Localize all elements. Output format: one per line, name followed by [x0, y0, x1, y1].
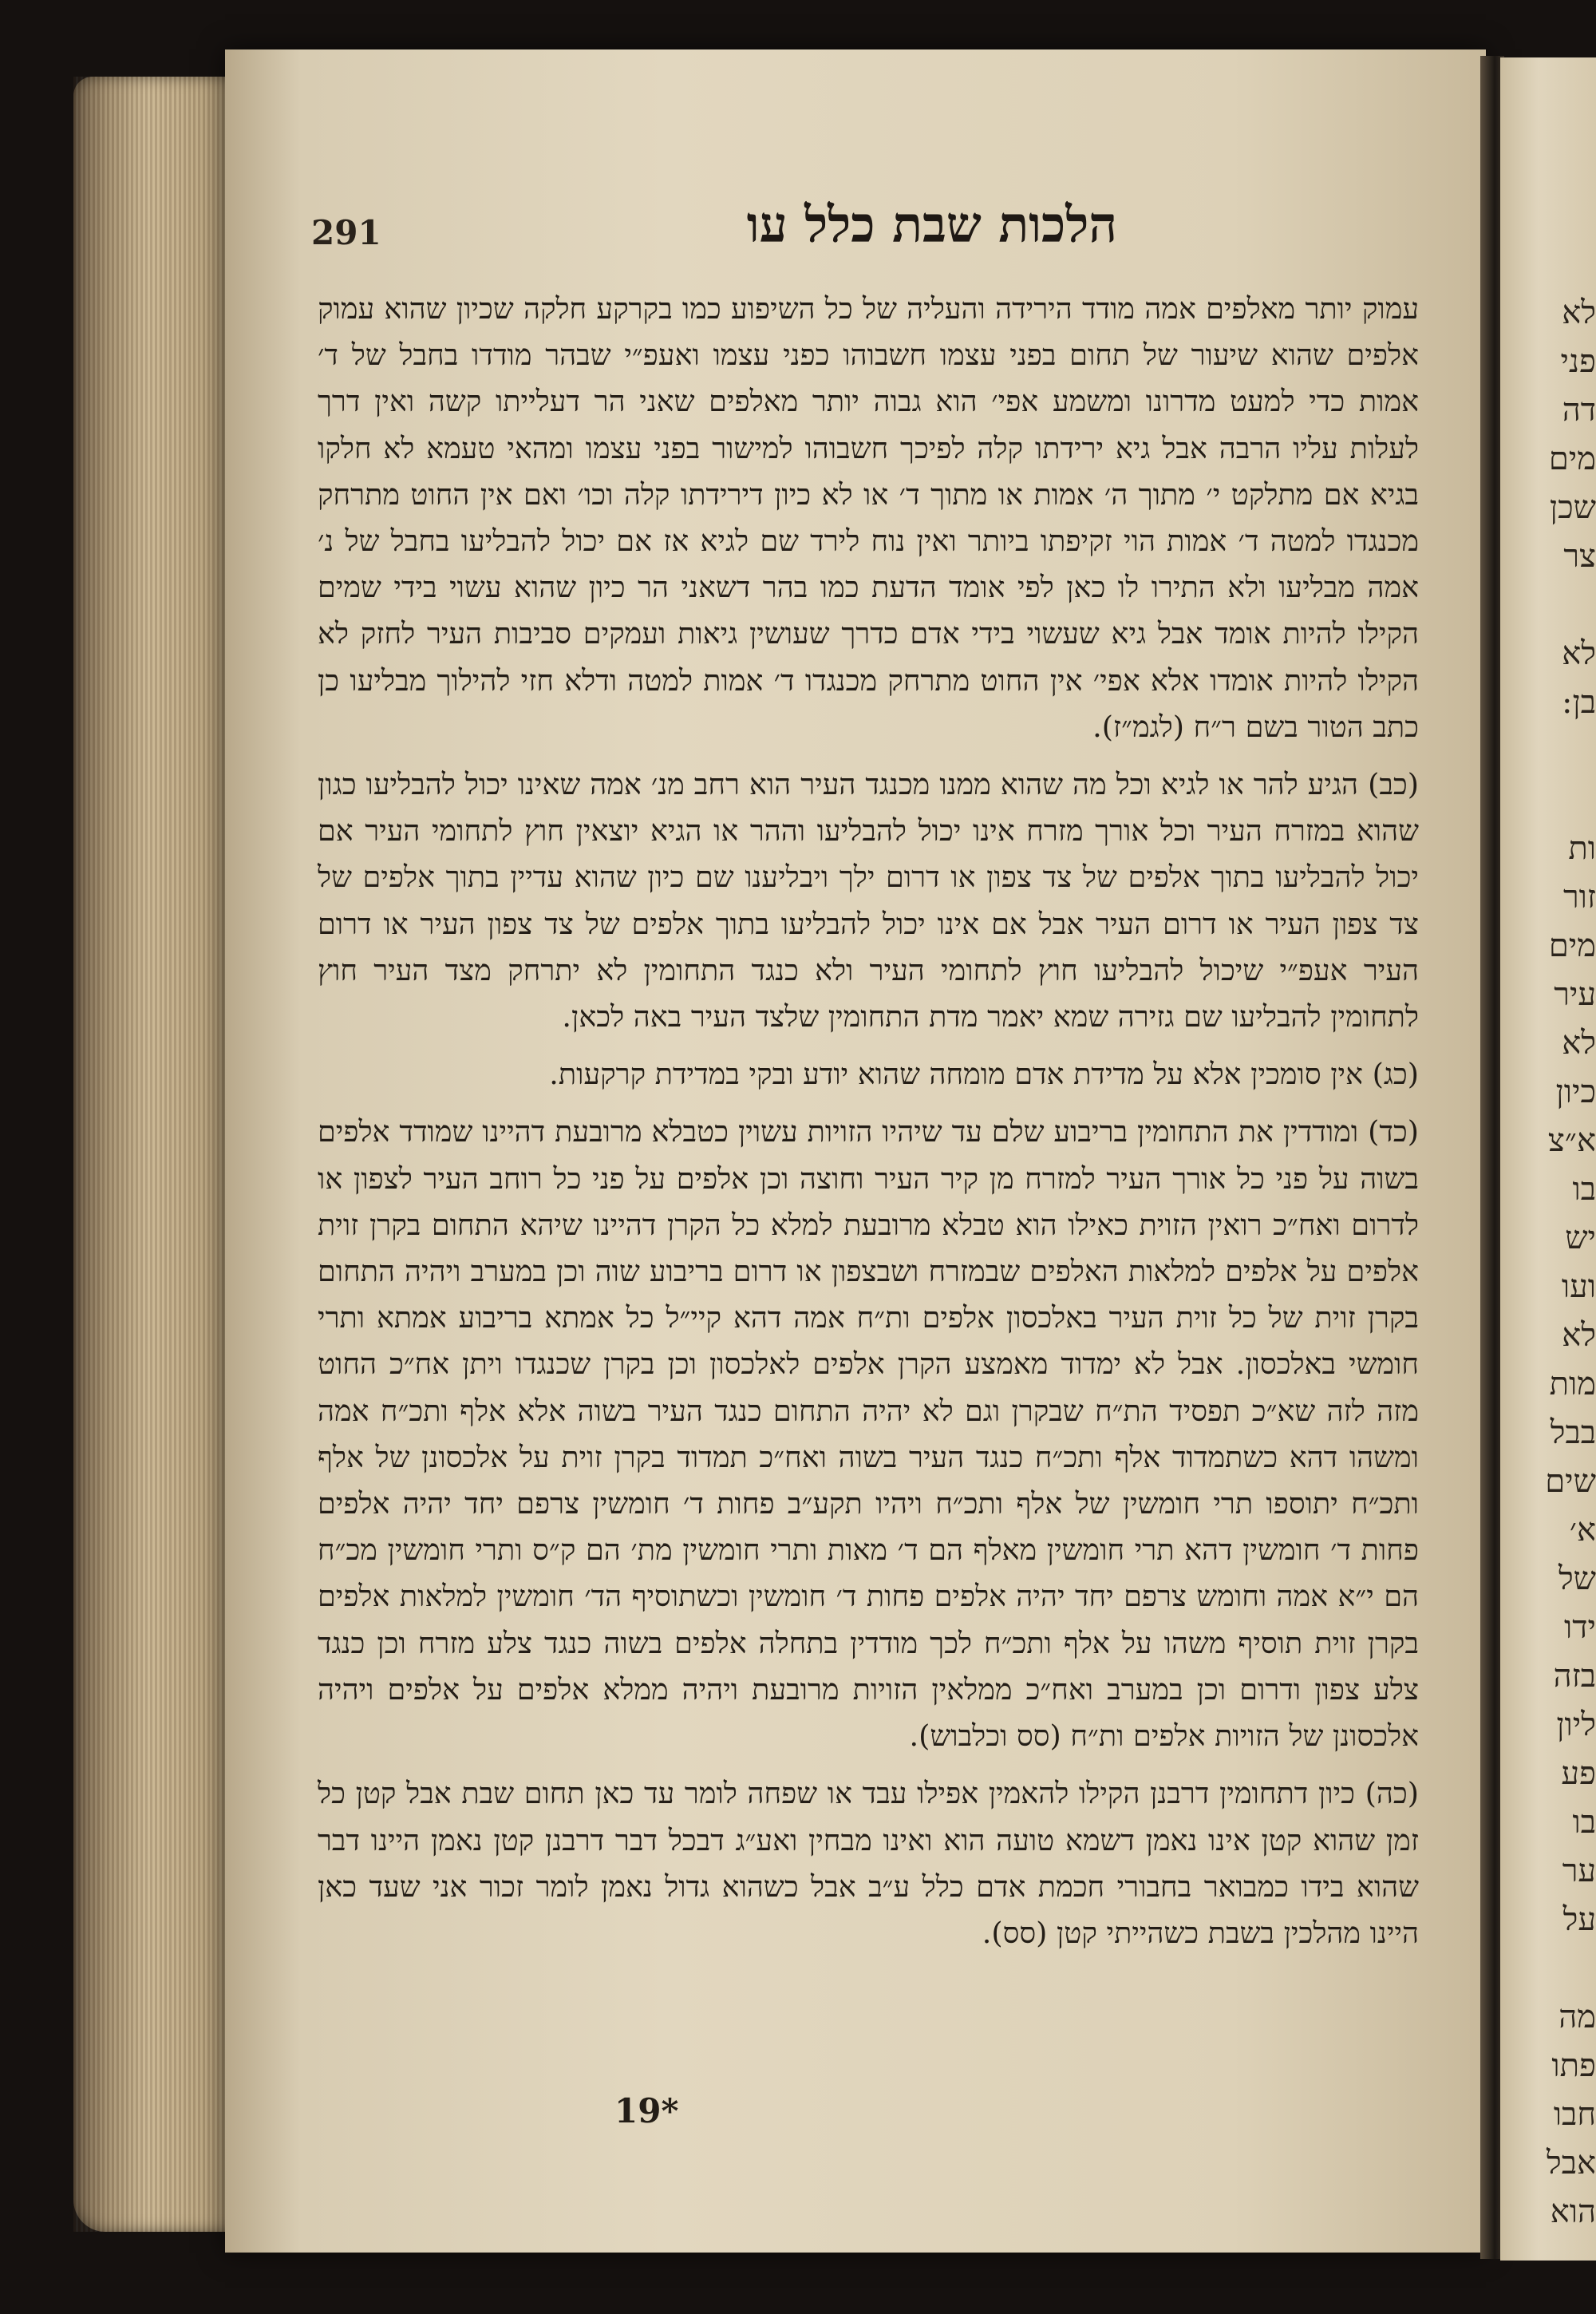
right-page-text-fragment: לא	[1562, 1317, 1596, 1354]
paragraph-number: (כד)	[1368, 1114, 1419, 1149]
right-page-text-fragment: פני	[1560, 343, 1596, 380]
paragraph	[318, 1051, 1419, 1098]
right-page-text-fragment: ער	[1562, 1853, 1596, 1889]
right-page-text-fragment: בו	[1572, 1171, 1596, 1208]
right-page-text-fragment: בו	[1572, 1804, 1596, 1841]
paragraph-text: עמוק יותר מאלפים אמה מודד הירידה והעליה של כל השיפוע כמו בקרקע חלקה שכיון שהוא עמוק אלפים שהוא שיעור של תחום בפני עצמו חשבוהו כפני עצמו ואעפ״י שבהר מודדו בחבל של ד׳ אמות כדי למעט מדרונו ומשמע אפי׳ הוא גבוה יותר מאלפים שאני הר דעלייתו קשה ואין דרך לעלות עליו הרבה אבל גיא ירידתו קלה לפיכך חשבוהו למישור בפני עצמו ומהאי טעמא לא חלקו בגיא אם מתלקט י׳ מתוך ה׳ אמות או מתוך ד׳ או לא כיון דירידתו קלה וכו׳ ואם אין החוט מתרחק מכנגדו למטה ד׳ אמות הוי זקיפתו ביותר ואין נוח לירד שם לגיא אז אם יכול להבליעו בחבל של נ׳ אמה מבליעו ולא התירו לו כאן לפי אומד הדעת כמו בהר דשאני הר כיון שהוא עשוי בידי שמים הקילו להיות אומד אבל גיא שעשוי בידי אדם כדרך שעושין גיאות ועמקים סביבות העיר לחזק לא הקילו להיות אומדו אלא אפי׳ אין החוט מתרחק מכנגדו ד׳ אמות למטה ודלא חזי להילוך מבליעו כן כתב הטור בשם ר״ח (לגמ״ז).	[318, 291, 1419, 744]
right-page-text-fragment: בזה	[1553, 1658, 1596, 1695]
right-page-text-fragment: ידו	[1564, 1609, 1596, 1646]
right-page-text-fragment: שים	[1545, 1463, 1596, 1500]
right-page-text-fragment: יש	[1565, 1220, 1596, 1256]
right-page-text-fragment: צר	[1563, 538, 1596, 575]
paragraph	[318, 286, 1419, 750]
paragraph	[318, 1770, 1419, 1956]
paragraph-text: הגיע להר או לגיא וכל מה שהוא ממנו מכנגד העיר הוא רחב מנ׳ אמה שאינו יכול להבליעו כגון שהוא במזרח העיר וכל אורך מזרח אינו יכול להבליעו וההר או הגיא יוצאין חוץ לתחומי העיר אם יכול להבליעו בתוך אלפים של צד צפון או דרום ילך ויבליענו שם כיון שהוא עדיין בתוך אלפים של צד צפון העיר או דרום העיר אבל אם אינו יכול להבליעו בתוך אלפים של צד צפון העיר או דרום העיר אעפ״י שיכול להבליעו חוץ לתחומי העיר ולא כנגד התחומין לא יתרחק מצד העיר חוץ לתחומין להבליעו שם גזירה שמא יאמר מדת התחומין שלצד העיר באה לכאן.	[318, 767, 1419, 1034]
paragraph-text: אין סומכין אלא על מדידת אדם מומחה שהוא יודע ובקי במדידת קרקעות.	[549, 1057, 1364, 1092]
right-page-text-fragment: אבל	[1547, 2145, 1596, 2181]
signature-mark: 19*	[614, 2091, 679, 2130]
paragraph-number: (כב)	[1368, 767, 1420, 802]
right-page-text-fragment: פע	[1561, 1755, 1596, 1792]
right-page-text-fragment: בבל	[1550, 1414, 1596, 1451]
right-page-text-fragment: א׳	[1569, 1512, 1596, 1549]
right-page-text-fragment: דה	[1562, 392, 1596, 429]
right-page-text-fragment: לא	[1562, 635, 1596, 672]
right-page-text-fragment: מים	[1548, 928, 1596, 964]
paragraph-number: (כג)	[1372, 1057, 1419, 1092]
running-head: הלכות שבת כלל עו	[746, 196, 1117, 254]
paragraph-text: ומודדין את התחומין בריבוע שלם עד שיהיו הזויות עשוין כטבלא מרובעת דהיינו שמודד אלפים בשוה על פני כל אורך העיר למזרח מן קיר העיר וחוצה וכן אלפים על פני כל רוחב העיר לצפון או לדרום ואח״כ רואין הזוית כאילו הוא טבלא מרובעת למלא כל הקרן דהיינו שיהא התחום בקרן זוית אלפים על אלפים למלאות האלפים שבמזרח ושבצפון או דרום בריבוע שוה וכן במערב ויהיה התחום בקרן זוית של כל זוית העיר באלכסון אלפים ות״ח אמה דהא קיי״ל כל אמתא בריבוע אמתא ותרי חומשי באלכסון. אבל לא ימדוד מאמצע הקרן אלפים לאלכסון וכן בקרן שכנגדו ויתן אח״כ החוט מזה לזה שא״כ תפסיד הת״ח שבקרן וגם לא יהיה התחום כנגד העיר בשוה אלא אלף ותכ״ח אמה ומשהו דהא כשתמדוד אלף ותכ״ח כנגד העיר בשוה ואח״כ תמדוד בקרן זוית על אלכסונן של אלף ותכ״ח יתוספו תרי חומשין של אלף ותכ״ח ויהיו תקע״ב פחות ד׳ חומשין צרפם יחד יהיה אלפים פחות ד׳ חומשין דהא תרי חומשין מאלף הם ד׳ מאות ותרי חומשין מת׳ הם ק״ס ותרי חומשין מכ״ח הם י״א אמה וחומש צרפם יחד יהיה אלפים פחות ד׳ חומשין וכשתוסיף הד׳ חומשין למלאות אלפים בקרן זוית תוסיף משהו על אלף ותכ״ח לכך מודדין בתחלה אלפים בשוה כנגד צלע מזרח וכן כנגד צלע צפון ודרום וכן במערב ואח״כ ממלאין הזויות מרובעת ויהיה ממלא אלפים על אלפים ויהיה אלכסונן של הזויות אלפים ות״ח (סס וכלבוש).	[318, 1114, 1419, 1754]
paragraph-text: כיון דתחומין דרבנן הקילו להאמין אפילו עבד או שפחה לומר עד כאן תחום שבת אבל קטן כל זמן שהוא קטן אינו נאמן דשמא טועה הוא ואינו מבחין ואע״ג דבכל דבר דרבנן קטן נאמן היינו דבר שהוא בידו כמבואר בחבורי חכמת אדם כלל ע״ב אבל כשהוא גדול נאמן לומר זכור אני שעד כאן היינו מהלכין בשבת כשהייתי קטן (סס).	[318, 1776, 1419, 1950]
right-page-text-fragment: בן:	[1562, 684, 1596, 721]
paragraph-number: (כה)	[1365, 1776, 1419, 1811]
right-page-text-fragment: לא	[1562, 295, 1596, 331]
page-number: 291	[311, 213, 381, 252]
right-page-text-fragment: זור	[1562, 879, 1596, 916]
right-page-text-fragment: ות	[1568, 830, 1596, 867]
main-text	[318, 286, 1419, 1956]
right-page-text-fragment: של	[1558, 1560, 1596, 1597]
right-page-text-fragment: שכן	[1549, 489, 1596, 526]
paragraph	[318, 761, 1419, 1040]
right-page-text-fragment: מות	[1549, 1366, 1596, 1402]
right-page-text-fragment: ועו	[1561, 1268, 1596, 1305]
right-page-text-fragment: לא	[1562, 1025, 1596, 1062]
right-page-text-fragment: פתו	[1551, 2047, 1596, 2084]
right-page-text-fragment: מה	[1558, 1999, 1596, 2035]
right-page-text-fragment: עיר	[1554, 976, 1596, 1013]
right-page-text-fragment: על	[1562, 1901, 1596, 1938]
paragraph	[318, 1109, 1419, 1759]
page-header	[311, 196, 1420, 267]
right-page	[1500, 57, 1596, 2261]
right-page-text-fragment: מים	[1548, 441, 1596, 477]
right-page-text-fragment: כיון	[1555, 1074, 1596, 1110]
right-page-text-fragment: חבו	[1553, 2096, 1596, 2133]
right-page-text-fragment: א״צ	[1547, 1122, 1596, 1159]
right-page-text-fragment: ליון	[1556, 1707, 1596, 1743]
right-page-text-fragment: הוא	[1550, 2193, 1596, 2230]
